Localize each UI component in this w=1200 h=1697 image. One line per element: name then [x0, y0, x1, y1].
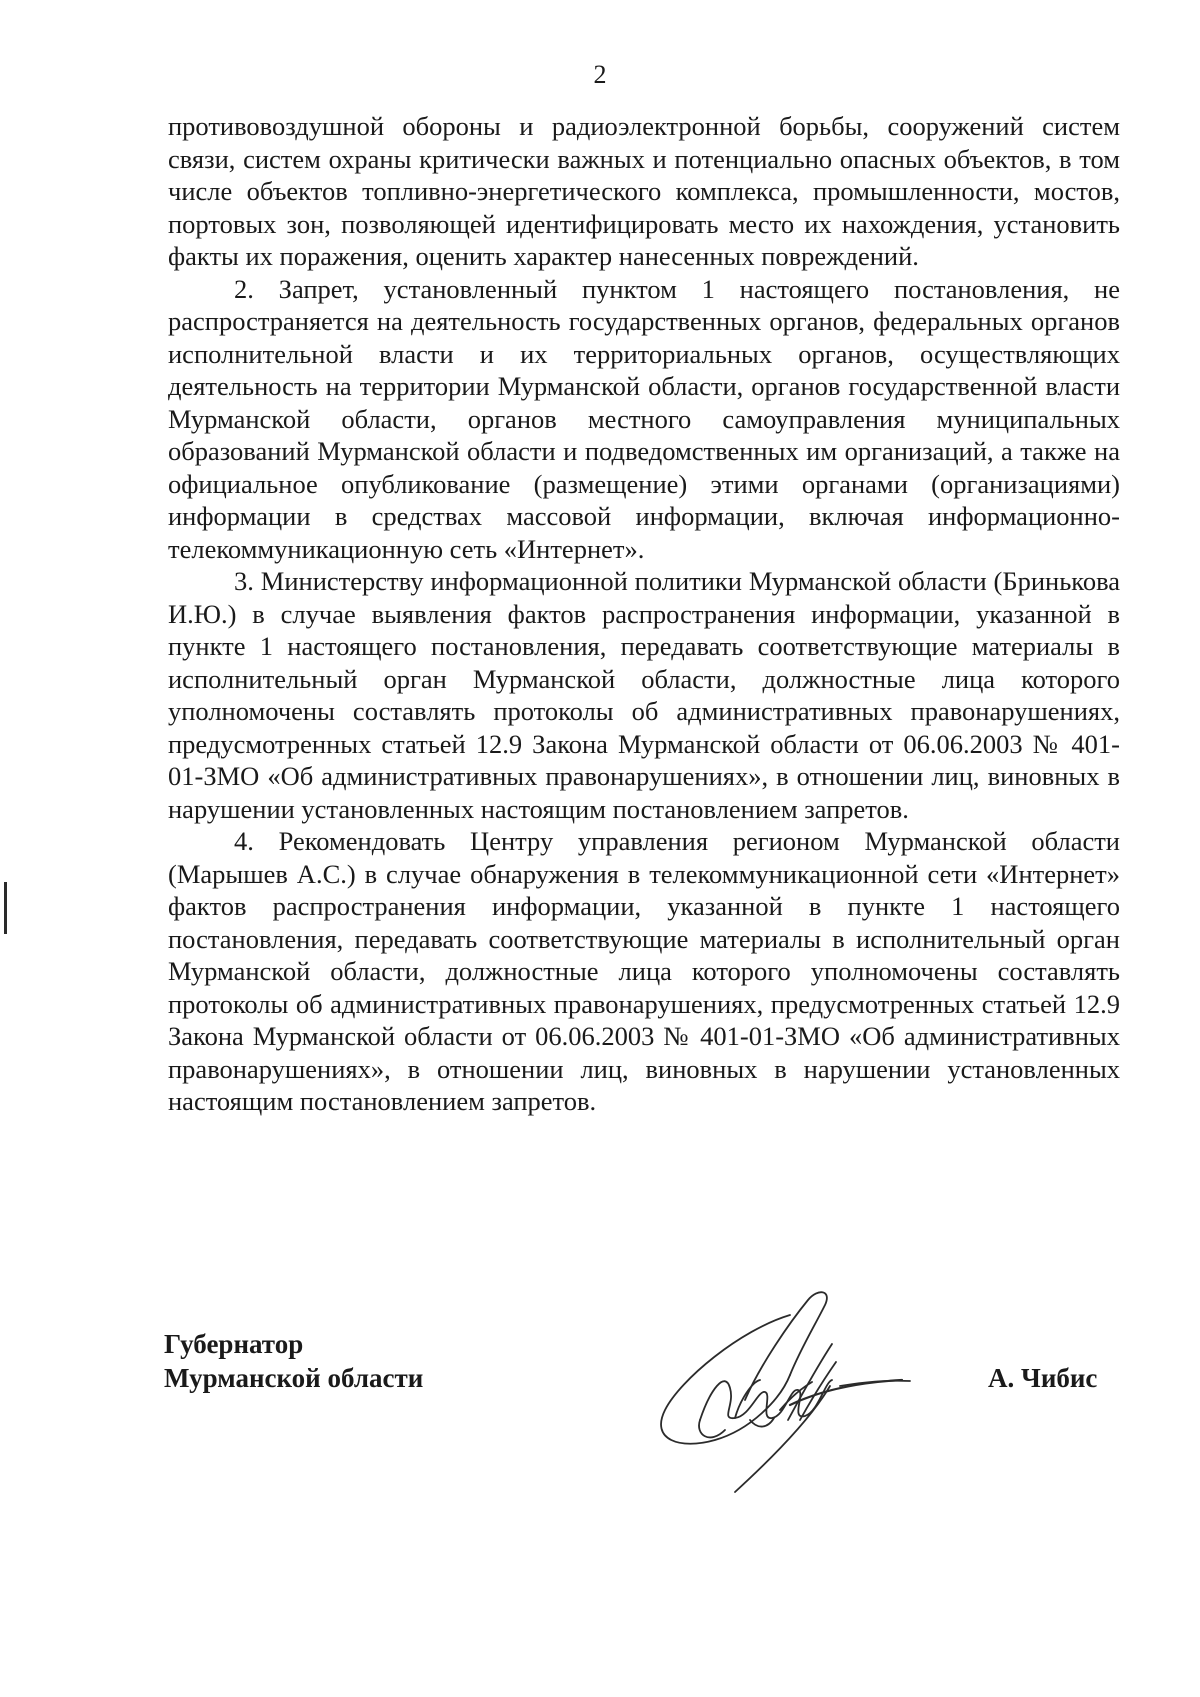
paragraph-item-4: 4. Рекомендовать Центру управления регионом Мурманской области (Марышев А.С.) в случае обнаружения в телекоммуникационной сети «Интернет» фактов распространения информации, указанной в пункте 1 настоящего постановления, передавать соответствующие материалы в исполнительный орган Мурманской области, должностные лица которого уполномочены составлять протоколы об административных правонарушениях, предусмотренных статьей 12.9 Закона Мурманской области от 06.06.2003 № 401-01-ЗМО «Об административных правонарушениях», в отношении лиц, виновных в нарушении установленных настоящим постановлением запретов. [168, 826, 1120, 1116]
page-number: 2 [593, 60, 607, 89]
handwritten-signature [640, 1270, 950, 1500]
signatory-title [164, 1327, 423, 1395]
scan-edge-mark [4, 882, 7, 934]
paragraph-item-2: 2. Запрет, установленный пунктом 1 настоящего постановления, не распространяется на деятельность государственных органов, федеральных органов исполнительной власти и их территориальных органов, осуществляющих деятельность на территории Мурманской области, органов государственной власти Мурманской области, органов местного самоуправления муниципальных образований Мурманской области и подведомственных им организаций, а также на официальное опубликование (размещение) этими органами (организациями) информации в средствах массовой информации, включая информационно-телекоммуникационную сеть «Интернет». [168, 273, 1120, 564]
document-body [168, 110, 1120, 1118]
signatory-title-line-1: Губернатор [164, 1329, 304, 1359]
signatory-name: А. Чибис [988, 1363, 1098, 1393]
paragraph-continuation: противовоздушной обороны и радиоэлектронной борьбы, сооружений систем связи, систем охраны критически важных и потенциально опасных объектов, в том числе объектов топливно-энергетического комплекса, промышленности, мостов, портовых зон, позволяющей идентифицировать место их нахождения, установить факты их поражения, оценить характер нанесенных повреждений. [168, 111, 1120, 271]
signatory-title-line-2: Мурманской области [164, 1363, 424, 1393]
paragraph-item-3: 3. Министерству информационной политики Мурманской области (Бринькова И.Ю.) в случае выявления фактов распространения информации, указанной в пункте 1 настоящего постановления, передавать соответствующие материалы в исполнительный орган Мурманской области, должностные лица которого уполномочены составлять протоколы об административных правонарушениях, предусмотренных статьей 12.9 Закона Мурманской области от 06.06.2003 № 401-01-ЗМО «Об административных правонарушениях», в отношении лиц, виновных в нарушении установленных настоящим постановлением запретов. [168, 566, 1120, 824]
